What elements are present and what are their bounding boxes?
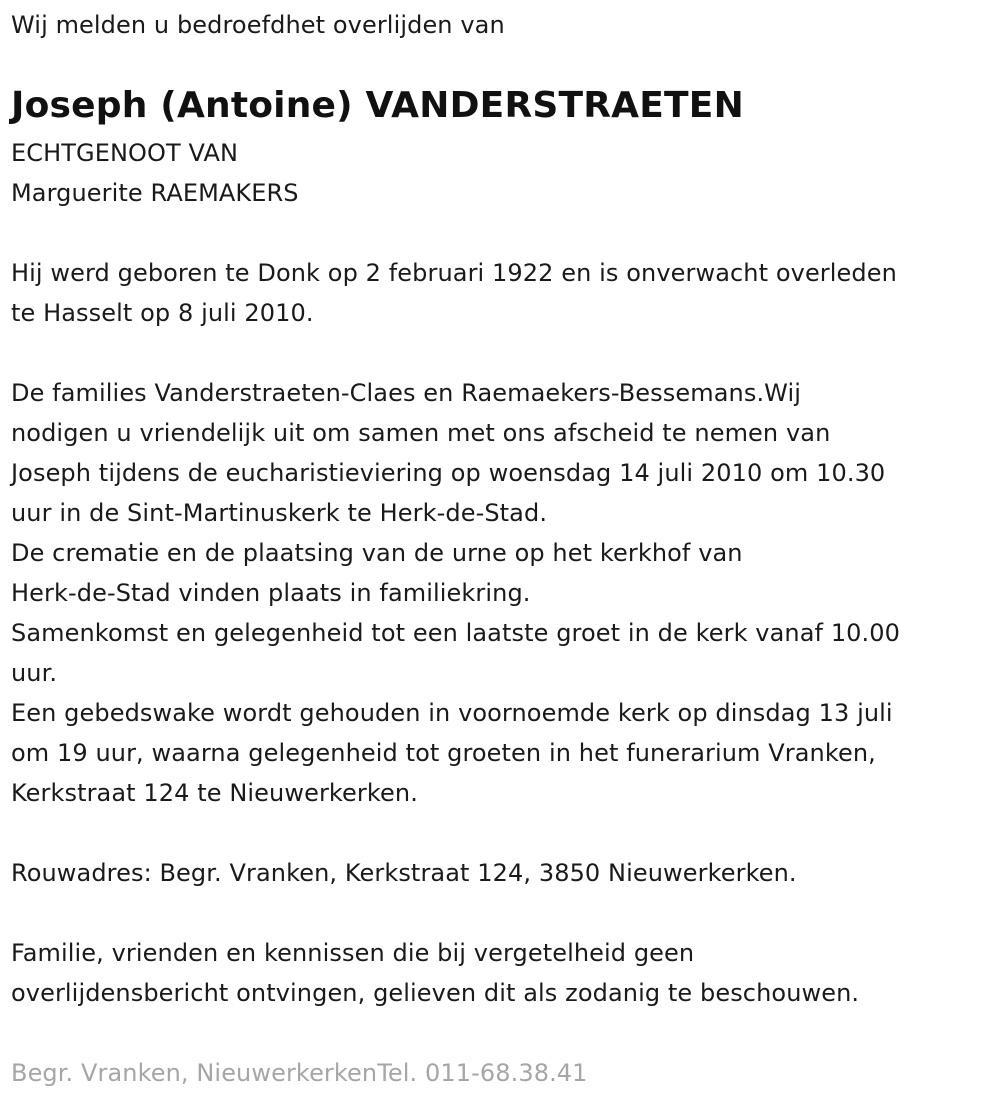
text-line: De families Vanderstraeten-Claes en Raemaekers-Bessemans.Wij <box>11 379 802 407</box>
text-line: Joseph tijdens de eucharistieviering op woensdag 14 juli 2010 om 10.30 <box>11 459 886 487</box>
text-line: om 19 uur, waarna gelegenheid tot groeten in het funerarium Vranken, <box>11 739 876 767</box>
deceased-name: Joseph (Antoine) VANDERSTRAETEN <box>11 85 744 126</box>
funeral-home-footer: Begr. Vranken, NieuwerkerkenTel. 011-68.38.41 <box>11 1059 588 1087</box>
family-note-paragraph <box>11 933 859 1013</box>
service-paragraph <box>11 373 900 813</box>
mourning-address <box>11 853 797 893</box>
text-line: Samenkomst en gelegenheid tot een laatste groet in de kerk vanaf 10.00 <box>11 619 901 647</box>
text-line: Familie, vrienden en kennissen die bij vergetelheid geen <box>11 939 695 967</box>
intro-text: Wij melden u bedroefdhet overlijden van <box>11 11 505 39</box>
text-line: Kerkstraat 124 te Nieuwerkerken. <box>11 779 418 807</box>
text-line: Een gebedswake wordt gehouden in voornoemde kerk op dinsdag 13 juli <box>11 699 893 727</box>
spouse-name: Marguerite RAEMAKERS <box>11 179 299 207</box>
spouse-label: ECHTGENOOT VAN <box>11 139 239 167</box>
text-line: overlijdensbericht ontvingen, gelieven dit als zodanig te beschouwen. <box>11 979 860 1007</box>
address-line: Rouwadres: Begr. Vranken, Kerkstraat 124, 3850 Nieuwerkerken. <box>11 859 797 887</box>
text-line: nodigen u vriendelijk uit om samen met ons afscheid te nemen van <box>11 419 831 447</box>
text-line: De crematie en de plaatsing van de urne op het kerkhof van <box>11 539 743 567</box>
birth-death-paragraph <box>11 253 897 333</box>
text-line: te Hasselt op 8 juli 2010. <box>11 299 314 327</box>
text-line: uur. <box>11 659 58 687</box>
text-line: uur in de Sint-Martinuskerk te Herk-de-Stad. <box>11 499 548 527</box>
text-line: Herk-de-Stad vinden plaats in familiekring. <box>11 579 531 607</box>
spouse-block <box>11 133 299 213</box>
text-line: Hij werd geboren te Donk op 2 februari 1922 en is onverwacht overleden <box>11 259 897 287</box>
